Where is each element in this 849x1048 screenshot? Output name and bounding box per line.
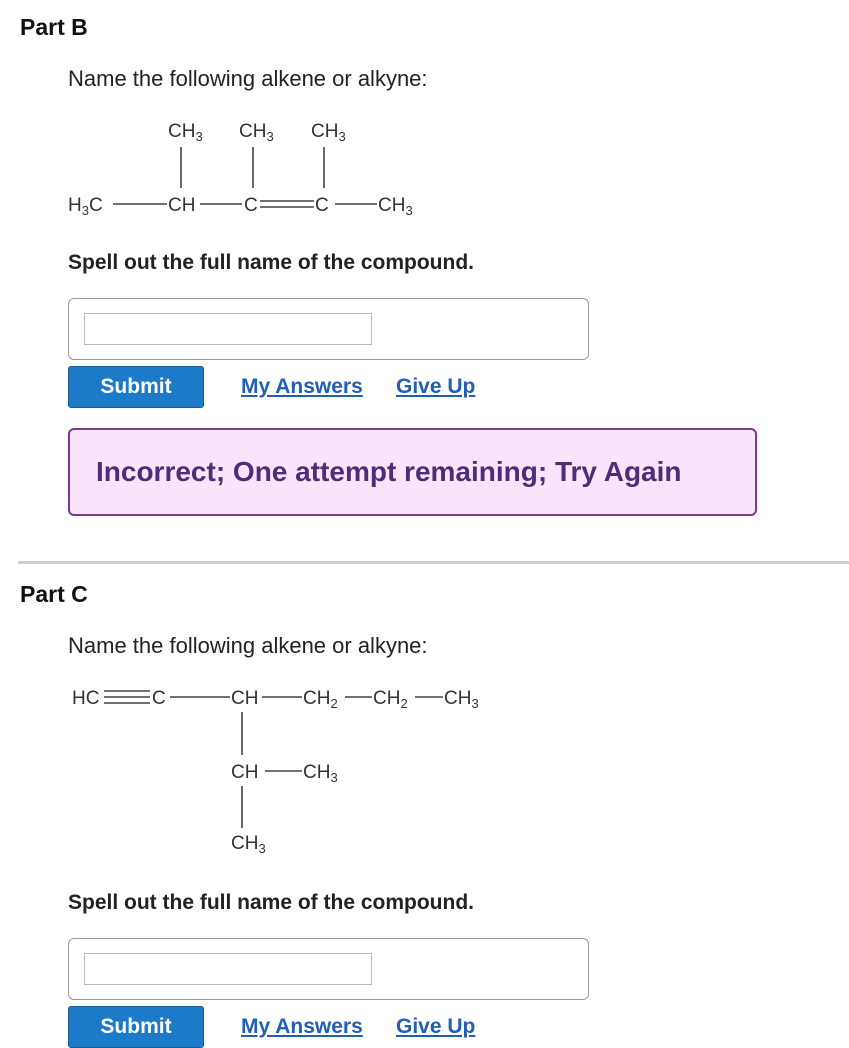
part-c-instruction: Spell out the full name of the compound. [68, 891, 474, 914]
part-b-give-up-link[interactable]: Give Up [396, 375, 476, 398]
part-b-submit-button[interactable]: Submit [68, 366, 204, 408]
part-c-my-answers-link[interactable]: My Answers [241, 1015, 363, 1038]
part-c-c: C [152, 688, 166, 709]
part-c-prompt: Name the following alkene or alkyne: [68, 633, 428, 658]
part-b-chain-c1: C [244, 195, 258, 216]
part-b-top-methyl-2: $CH_3$ [239, 121, 274, 144]
part-c-branch-ch: CH [231, 762, 259, 783]
part-b-instruction: Spell out the full name of the compound. [68, 251, 474, 274]
part-b-chain-h3c: $H_3C$ [68, 195, 103, 218]
part-c-hc: HC [72, 688, 100, 709]
part-b-feedback-text: Incorrect; One attempt remaining; Try Again [96, 456, 682, 487]
part-c-give-up-link[interactable]: Give Up [396, 1015, 476, 1038]
part-b-chain-ch: CH [168, 195, 196, 216]
part-b-top-methyl-1: $CH_3$ [168, 121, 203, 144]
part-c-bottom-ch3: $CH_3$ [231, 833, 266, 856]
part-c-ch3-end: $CH_3$ [444, 688, 479, 711]
part-c-ch2-a: $CH_2$ [303, 688, 338, 711]
part-b-title: Part B [20, 14, 88, 40]
part-c-branch-ch3: $CH_3$ [303, 762, 338, 785]
part-b-prompt: Name the following alkene or alkyne: [68, 66, 428, 91]
part-c-answer-box [68, 938, 589, 1000]
part-b-chain-ch3: $CH_3$ [378, 195, 413, 218]
part-c-title: Part C [20, 581, 88, 607]
part-b-chain-c2: C [315, 195, 329, 216]
part-b-top-methyl-3: $CH_3$ [311, 121, 346, 144]
part-b-my-answers-link[interactable]: My Answers [241, 375, 363, 398]
part-c-ch: CH [231, 688, 259, 709]
part-c-submit-button[interactable]: Submit [68, 1006, 204, 1048]
part-c-ch2-b: $CH_2$ [373, 688, 408, 711]
part-c-answer-input[interactable] [84, 953, 372, 985]
